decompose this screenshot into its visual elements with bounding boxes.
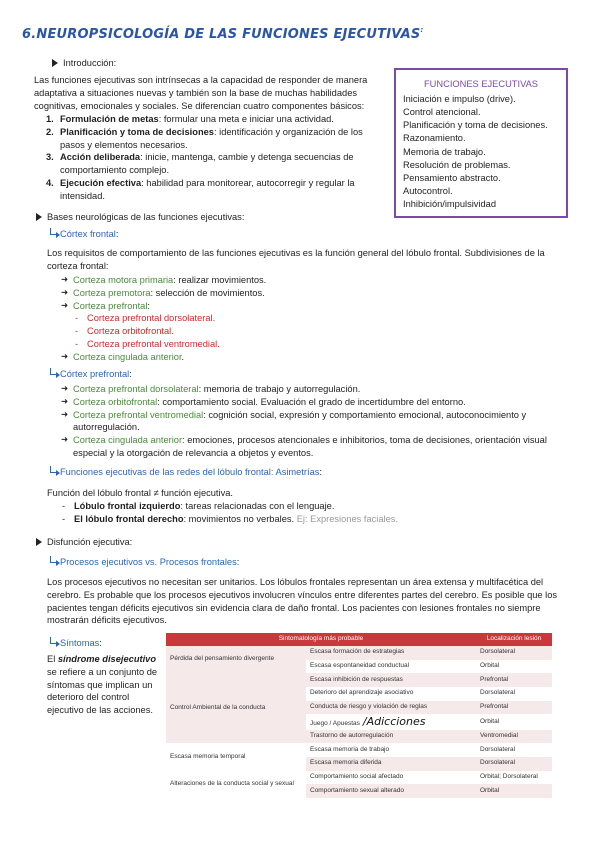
triangle-bullet-icon <box>36 213 42 221</box>
frontal-subdivisions <box>61 274 561 364</box>
list-item: - Corteza orbitofrontal. <box>75 326 174 337</box>
arrow-icon: ➜ <box>61 274 69 284</box>
procesos-heading: Procesos ejecutivos vs. Procesos frontales: <box>50 556 239 569</box>
list-item: ➜ Corteza motora primaria: realizar movimientos. <box>61 274 267 285</box>
box-item: Iniciación e impulso (drive). <box>403 93 516 104</box>
group-cell: Control Ambiental de la conducta <box>166 673 306 743</box>
cortex-prefrontal-heading: Córtex prefrontal: <box>50 368 132 381</box>
page-title: 6.NEUROPSICOLOGÍA DE LAS FUNCIONES EJECUTIVAS: <box>22 26 424 42</box>
arrow-icon: ➜ <box>61 383 69 393</box>
list-item: ➜ Corteza prefrontal ventromedial: cognición social, expresión y comportamiento emocional, autoconocimiento y autorregulación. <box>61 408 527 433</box>
list-item: 4. Ejecución efectiva: habilidad para monitorear, autocorregir y regular la intensidad. <box>46 178 355 201</box>
list-item: ➜ Corteza cingulada anterior. <box>61 350 185 362</box>
sintomas-paragraph: El síndrome disejecutivo se refiere a un conjunto de síntomas que implican un deterioro del control ejecutivo de las acciones. <box>47 654 158 716</box>
table-row: Alteraciones de la conducta social y sexual Comportamiento social afectado Orbital; Dorsolateral <box>166 771 552 785</box>
disfuncion-paragraph: Los procesos ejecutivos no necesitan ser unitarios. Los lóbulos frontales representan un área extensa y multifacética del cerebro. Es probable que los procesos ejecutivos involucren vínculos entre diferentes partes del cerebro. Es posible que los pacientes tengan déficits ejecutivos sin evidencia clara de daño frontal. Los pacientes con lesiones frontales no siempre mostrarán déficits ejecutivos. <box>47 577 558 626</box>
list-item: - El lóbulo frontal derecho: movimientos no verbales. Ej: Expresiones faciales. <box>62 513 398 524</box>
list-item: 1. Formulación de metas: formular una meta e iniciar una actividad. <box>46 114 334 124</box>
group-cell: Alteraciones de la conducta social y sexual <box>166 771 306 798</box>
list-item: ➜ Corteza prefrontal: <box>61 299 151 311</box>
box-item: Inhibición/impulsividad <box>403 199 497 210</box>
group-cell: Escasa memoria temporal <box>166 743 306 770</box>
table-header: Localización lesión <box>476 633 552 646</box>
executive-functions-box <box>394 68 568 218</box>
table-row: Comportamiento sexual alterado Orbital <box>166 784 552 798</box>
arrow-icon: ➜ <box>61 299 69 310</box>
table-row: Pérdida del pensamiento divergente Escasa formación de estrategias Dorsolateral <box>166 646 552 660</box>
table-row: Escasa memoria diferida Dorsolateral <box>166 757 552 771</box>
table-row: Deterioro del aprendizaje asociativo Dorsolateral <box>310 689 516 697</box>
box-item: Razonamiento. <box>403 133 466 144</box>
list-item: - Corteza prefrontal dorsolateral. <box>75 313 216 324</box>
table-row: Conducta de riesgo y violación de reglas Prefrontal <box>166 701 552 715</box>
arrow-icon: ➜ <box>61 286 69 297</box>
redes-heading: Funciones ejecutivas de las redes del lóbulo frontal: Asimetrías: <box>50 466 322 479</box>
list-item: ➜ Corteza premotora: selección de movimientos. <box>61 286 265 298</box>
box-item: Planificación y toma de decisiones. <box>403 120 548 131</box>
table-row: Escasa espontaneidad conductual Orbital <box>310 662 500 670</box>
table-row: Juego / Apuestas /Adicciones Orbital <box>310 715 500 729</box>
asymmetry-list <box>62 500 562 526</box>
box-item: Resolución de problemas. <box>403 159 511 170</box>
symptoms-table <box>166 633 552 798</box>
table-header: Sintomatología más probable <box>166 633 476 646</box>
arrow-icon: ➜ <box>61 395 69 406</box>
hook-arrow-icon <box>50 228 57 235</box>
triangle-bullet-icon <box>52 59 58 67</box>
list-item: ➜ Corteza cingulada anterior: emociones, procesos atencionales e inhibitorios, toma de decisiones, orientación visual especial y la otorgación de relevancia a objetos y eventos. <box>61 434 547 459</box>
box-item: Control atencional. <box>403 107 481 118</box>
arrow-icon: ➜ <box>61 408 69 419</box>
sintomas-heading: Síntomas: <box>50 637 102 650</box>
box-item: Memoria de trabajo. <box>403 146 486 157</box>
table-row: Trastorno de autorregulación Ventromedial <box>166 730 552 744</box>
triangle-bullet-icon <box>36 538 42 546</box>
handwritten-note: /Adicciones <box>362 715 426 729</box>
list-item: - Lóbulo frontal izquierdo: tareas relacionadas con el lenguaje. <box>62 501 335 511</box>
list-item: 2. Planificación y toma de decisiones: identificación y organización de los pasos y elementos necesarios. <box>46 126 363 150</box>
cortex-frontal-heading: Córtex frontal: <box>50 228 118 241</box>
intro-paragraph: Las funciones ejecutivas son intrínsecas a la capacidad de responder de manera adaptativa a situaciones nuevas y también son la base de muchas habilidades cognitivas, emocionales y sociales. Se diferencian cuatro componentes básicos: <box>34 75 368 111</box>
group-cell: Pérdida del pensamiento divergente <box>166 646 306 673</box>
list-item: - Corteza prefrontal ventromedial. <box>75 339 220 350</box>
box-item: Pensamiento abstracto. <box>403 172 501 183</box>
box-item: Autocontrol. <box>403 186 453 197</box>
list-item: ➜ Corteza orbitofrontal: comportamiento social. Evaluación el grado de incertidumbre del entorno. <box>61 395 466 407</box>
title-mark: : <box>420 26 424 34</box>
hook-arrow-icon <box>50 368 57 375</box>
bases-heading: Bases neurológicas de las funciones ejecutivas: <box>36 211 244 224</box>
hook-arrow-icon <box>50 556 57 563</box>
components-list <box>34 113 388 203</box>
prefrontal-list <box>61 383 571 460</box>
arrow-icon: ➜ <box>61 350 69 361</box>
intro-heading: Introducción: <box>52 57 116 70</box>
redes-line: Función del lóbulo frontal ≠ función ejecutiva. <box>47 488 233 498</box>
list-item: 3. Acción deliberada: inicie, mantenga, cambie y detenga secuencias de comportamiento complejo. <box>46 152 354 176</box>
disfuncion-heading: Disfunción ejecutiva: <box>36 536 132 549</box>
table-row: Control Ambiental de la conducta Escasa inhibición de respuestas Prefrontal <box>166 673 552 687</box>
cortex-frontal-paragraph: Los requisitos de comportamiento de las funciones ejecutivas es la función general del lóbulo frontal. Subdivisiones de la corteza frontal: <box>47 248 545 271</box>
list-item: ➜ Corteza prefrontal dorsolateral: memoria de trabajo y autorregulación. <box>61 383 361 394</box>
table-row: Escasa memoria temporal Escasa memoria de trabajo Dorsolateral <box>166 743 552 757</box>
hook-arrow-icon <box>50 637 57 644</box>
arrow-icon: ➜ <box>61 434 69 445</box>
box-title: FUNCIONES EJECUTIVAS <box>424 79 538 89</box>
hook-arrow-icon <box>50 466 57 473</box>
